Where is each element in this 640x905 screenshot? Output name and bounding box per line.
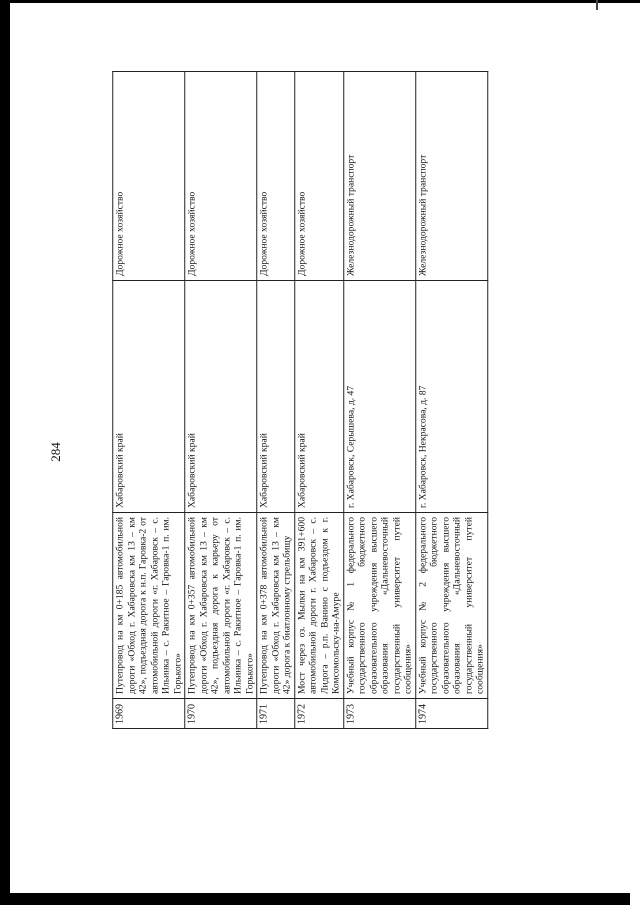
table-row (294, 72, 343, 729)
object-description: Мост через оз. Мылки на км 391+600 автомобильной дороги г. Хабаровск – с. Лидога – р.п. Ванино с подъездом к г. Комсомольску-на-Амуре (294, 513, 343, 699)
object-description: Путепровод на км 0+378 автомобильной дороги «Обход г. Хабаровска км 13 – км 42» дорога к биатлонному стрельбищу (257, 513, 295, 699)
object-address: г. Хабаровск, Серышева, д. 47 (343, 281, 415, 513)
object-sector: Дорожное хозяйство (185, 72, 257, 281)
object-sector: Дорожное хозяйство (294, 72, 343, 281)
scan-mark (596, 0, 598, 10)
object-address: Хабаровский край (185, 281, 257, 513)
row-number: 1974 (415, 699, 487, 729)
object-sector: Железнодорожный транспорт (343, 72, 415, 281)
object-address: г. Хабаровск, Некрасова, д. 87 (415, 281, 487, 513)
object-description: Учебный корпус № 2 федерального государственного бюджетного образовательного учреждения высшего образования «Дальневосточный государственный университет путей сообщения» (415, 513, 487, 699)
object-description: Путепровод на км 0+357 автомобильной дороги «Обход г. Хабаровска км 13 – км 42», подъездная дорога к карьеру от автомобильной дороги «г. Хабаровск – с. Ильинка – с. Ракитное – Гаровка-1 п. им. Горького» (185, 513, 257, 699)
object-sector: Железнодорожный транспорт (415, 72, 487, 281)
object-address: Хабаровский край (113, 281, 185, 513)
table-row (415, 72, 487, 729)
scan-border-top (0, 0, 640, 3)
object-address: Хабаровский край (257, 281, 295, 513)
object-sector: Дорожное хозяйство (257, 72, 295, 281)
object-description: Путепровод на км 0+185 автомобильной дороги «Обход г. Хабаровска км 13 – км 42», подъездная дорога к н.п. Гаровка-2 от автомобильной дороги «г. Хабаровск – с. Ильинка – с. Ракитное – Гаровка-1 п. им. Горького» (113, 513, 185, 699)
object-sector: Дорожное хозяйство (113, 72, 185, 281)
table-row (185, 72, 257, 729)
row-number: 1972 (294, 699, 343, 729)
scan-border-bottom (10, 893, 630, 905)
table-row (113, 72, 185, 729)
table-row (343, 72, 415, 729)
row-number: 1973 (343, 699, 415, 729)
row-number: 1971 (257, 699, 295, 729)
row-number: 1969 (113, 699, 185, 729)
row-number: 1970 (185, 699, 257, 729)
object-description: Учебный корпус № 1 федерального государственного бюджетного образовательного учреждения высшего образования «Дальневосточный государственный университет путей сообщения» (343, 513, 415, 699)
registry-table (112, 71, 488, 729)
table-row (257, 72, 295, 729)
object-address: Хабаровский край (294, 281, 343, 513)
page-number-text: 284 (48, 442, 63, 462)
scan-border-left (0, 0, 10, 905)
